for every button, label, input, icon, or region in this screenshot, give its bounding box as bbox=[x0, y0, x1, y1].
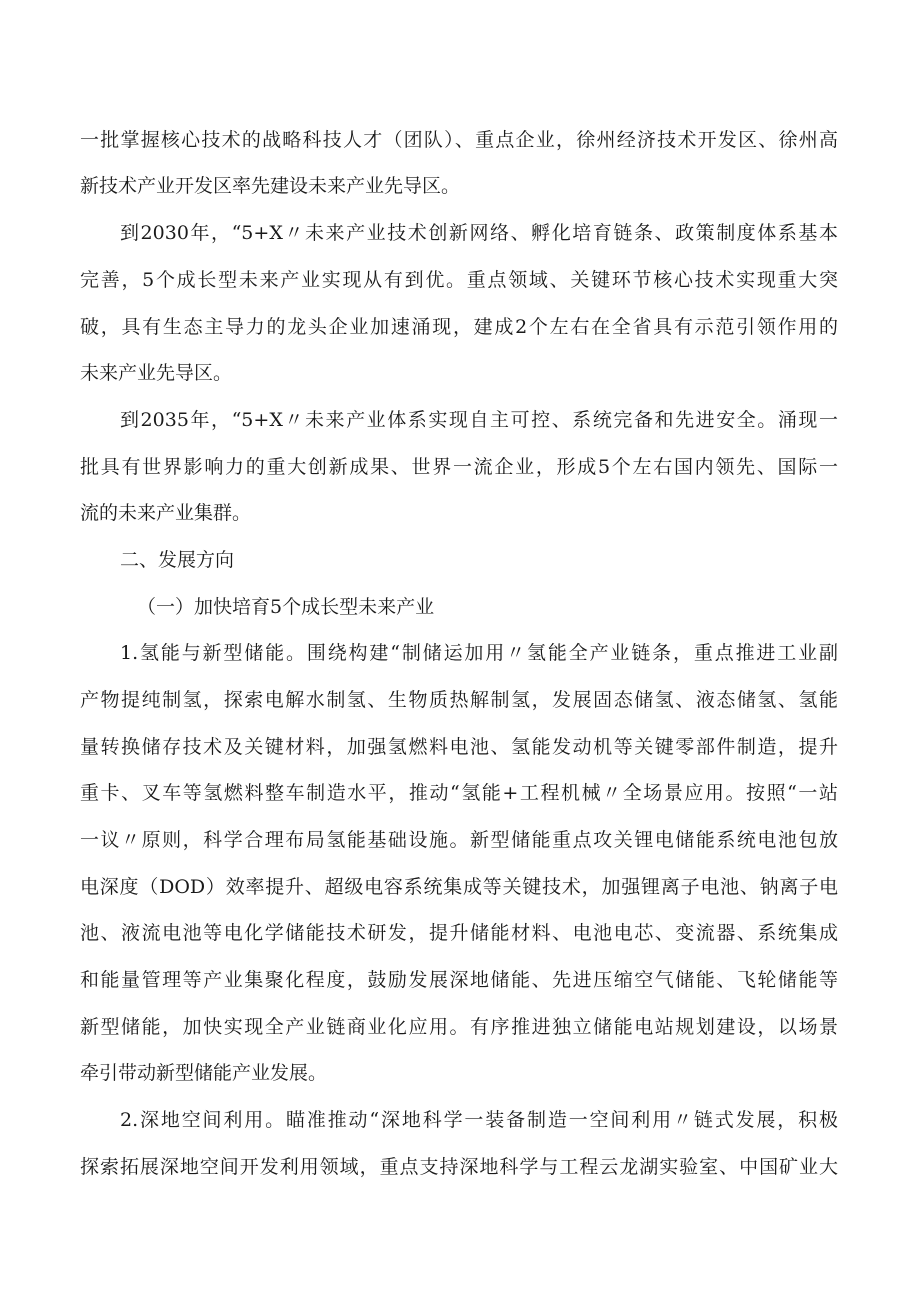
text-line: 牵引带动新型储能产业发展。 bbox=[80, 1062, 328, 1084]
text-line: 电深度（DOD）效率提升、超级电容系统集成等关键技术，加强锂离子电池、钠离子电 bbox=[80, 876, 838, 898]
subsection-heading: （一）加快培育5个成长型未来产业 bbox=[137, 596, 435, 618]
text-line: 破，具有生态主导力的龙头企业加速涌现，建成2个左右在全省具有示范引领作用的 bbox=[80, 316, 838, 338]
text-line: 探索拓展深地空间开发利用领域，重点支持深地科学与工程云龙湖实验室、中国矿业大 bbox=[80, 1156, 838, 1178]
text-line: 一批掌握核心技术的战略科技人才（团队）、重点企业，徐州经济技术开发区、徐州高 bbox=[80, 129, 838, 151]
text-line: 批具有世界影响力的重大创新成果、世界一流企业，形成5个左右国内领先、国际一 bbox=[80, 456, 838, 478]
text-line: 产物提纯制氢，探索电解水制氢、生物质热解制氢，发展固态储氢、液态储氢、氢能 bbox=[80, 689, 838, 711]
text-line: 新技术产业开发区率先建设未来产业先导区。 bbox=[80, 175, 461, 197]
text-line: 1.氢能与新型储能。围绕构建“制储运加用〃氢能全产业链条，重点推进工业副 bbox=[120, 642, 838, 664]
section-heading: 二、发展方向 bbox=[120, 549, 235, 571]
text-line: 流的未来产业集群。 bbox=[80, 502, 252, 524]
text-line: 到2030年，“5+X〃未来产业技术创新网络、孵化培育链条、政策制度体系基本 bbox=[120, 222, 838, 244]
text-line: 新型储能，加快实现全产业链商业化应用。有序推进独立储能电站规划建设，以场景 bbox=[80, 1016, 838, 1038]
text-line: 到2035年，“5+X〃未来产业体系实现自主可控、系统完备和先进安全。涌现一 bbox=[120, 409, 838, 431]
text-line: 完善，5个成长型未来产业实现从有到优。重点领域、关键环节核心技术实现重大突 bbox=[80, 269, 838, 291]
text-line: 重卡、叉车等氢燃料整车制造水平，推动“氢能+工程机械〃全场景应用。按照“一站 bbox=[80, 782, 838, 804]
text-line: 2.深地空间利用。瞄准推动“深地科学一装备制造一空间利用〃链式发展，积极 bbox=[120, 1109, 838, 1131]
text-line: 量转换储存技术及关键材料，加强氢燃料电池、氢能发动机等关键零部件制造，提升 bbox=[80, 736, 838, 758]
text-line: 池、液流电池等电化学储能技术研发，提升储能材料、电池电芯、变流器、系统集成 bbox=[80, 922, 838, 944]
text-line: 和能量管理等产业集聚化程度，鼓励发展深地储能、先进压缩空气储能、飞轮储能等 bbox=[80, 969, 838, 991]
text-line: 未来产业先导区。 bbox=[80, 362, 233, 384]
text-line: 一议〃原则，科学合理布局氢能基础设施。新型储能重点攻关锂电储能系统电池包放 bbox=[80, 829, 838, 851]
